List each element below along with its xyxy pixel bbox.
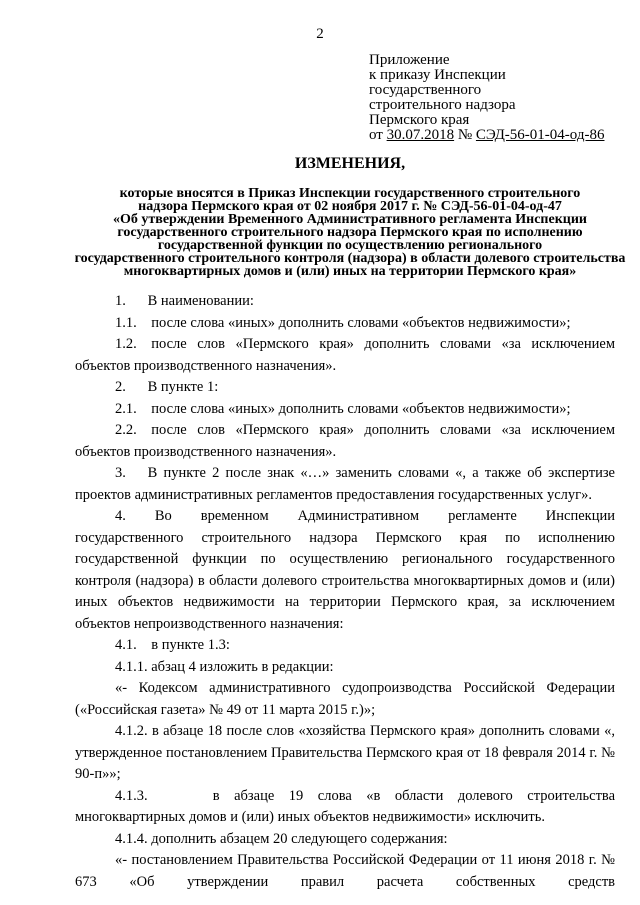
paragraph-2: 2. В пункте 1: (115, 379, 219, 395)
from-label: от (369, 127, 383, 143)
appendix-date-line (369, 128, 629, 143)
paragraph-1-2: 1.2. после слов «Пермского края» дополнить словами «за исключением объектов производственного назначения». (75, 336, 615, 374)
paragraph-4-1-2: 4.1.2. в абзаце 18 после слов «хозяйства Пермского края» дополнить словами «, утвержденное постановлением Правительства Пермского края от 18 февраля 2014 г. № 90-п»»; (75, 723, 615, 782)
appendix-line: государственного (369, 82, 482, 98)
paragraph-2-1: 2.1. после слова «иных» дополнить словами «объектов недвижимости»; (115, 400, 571, 417)
paragraph-4: 4. Во временном Административном регламенте Инспекции государственного строительного надзора Пермского края по исполнению государственной функции по осуществлению регионального государственного контроля (надзора) в области долевого строительства многоквартирных домов и (или) иных объектов недвижимости на территории Пермского края, за исключением объектов непроизводственного назначения: (75, 508, 615, 632)
paragraph-4-1-1: 4.1.1. абзац 4 изложить в редакции: (115, 658, 334, 675)
order-number: СЭД-56-01-04-од-86 (475, 127, 605, 143)
paragraph-3: 3. В пункте 2 после знак «…» заменить словами «, а также об экспертизе проектов административных регламентов предоставления государственных услуг». (75, 465, 615, 503)
subtitle-line: государственной функции по осуществлению регионального (157, 238, 543, 253)
appendix-block (369, 53, 629, 143)
quote-paragraph: «- Кодексом административного судопроизводства Российской Федерации («Российская газета» № 49 от 11 марта 2015 г.)»; (75, 680, 615, 718)
paragraph-4-1: 4.1. в пункте 1.3: (115, 637, 230, 653)
title-heading: ИЗМЕНЕНИЯ, (294, 155, 406, 172)
subtitle-line: надзора Пермского края от 02 ноября 2017 г. № СЭД-56-01-04-од-47 (138, 199, 562, 214)
subtitle-line: государственного строительного надзора Пермского края по исполнению (117, 225, 583, 240)
quote-paragraph: «- постановлением Правительства Российской Федерации от 11 июня 2018 г. № 673 «Об утверждении правил расчета собственных средств (75, 852, 615, 890)
appendix-line: строительного надзора (369, 97, 516, 113)
document-body (75, 291, 615, 893)
appendix-line: Пермского края (369, 112, 470, 128)
paragraph-2-2: 2.2. после слов «Пермского края» дополнить словами «за исключением объектов производственного назначения». (75, 422, 615, 460)
paragraph-4-1-4: 4.1.4. дополнить абзацем 20 следующего содержания: (115, 830, 448, 847)
subtitle-line: которые вносятся в Приказ Инспекции государственного строительного (119, 186, 581, 201)
paragraph-4-1-3: 4.1.3. в абзаце 19 слова «в области долевого строительства многоквартирных домов и (или) иных объектов недвижимости» исключить. (75, 787, 615, 825)
appendix-line: к приказу Инспекции (369, 67, 506, 83)
paragraph-1: 1. В наименовании: (115, 293, 254, 309)
subtitle-line: «Об утверждении Временного Административного регламента Инспекции (113, 212, 587, 227)
order-date: 30.07.2018 (386, 127, 455, 143)
appendix-line: Приложение (369, 52, 450, 68)
page-number: 2 (316, 26, 324, 42)
paragraph-1-1: 1.1. после слова «иных» дополнить словами «объектов недвижимости»; (115, 314, 571, 331)
subtitle-line: государственного строительного контроля (надзора) в области долевого строительства (74, 251, 626, 266)
subtitle-line: многоквартирных домов и (или) иных на территории Пермского края» (123, 264, 577, 279)
document-title (70, 155, 630, 278)
number-label: № (457, 127, 473, 143)
